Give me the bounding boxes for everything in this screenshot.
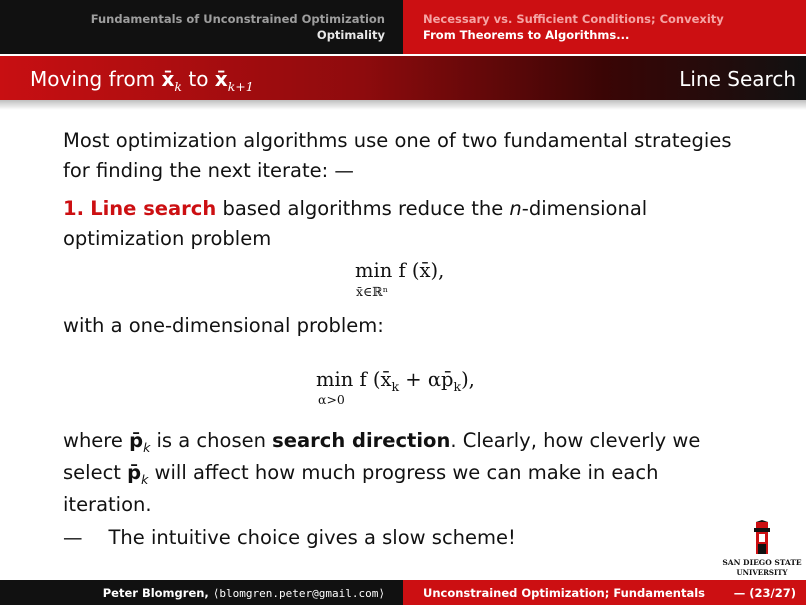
where-k: k: [143, 440, 151, 455]
header-subsection-link-2[interactable]: From Theorems to Algorithms...: [423, 28, 630, 42]
frame-title-prefix: Moving from: [30, 67, 162, 91]
page-number: — (23/27): [733, 586, 796, 600]
frame-title-sub-k1: k+1: [227, 79, 254, 94]
header-subsection-link-1[interactable]: Necessary vs. Sufficient Conditions; Convexity: [423, 12, 724, 26]
equation-1-subscript: x̄∈ℝⁿ: [356, 284, 389, 299]
university-logo: [722, 520, 802, 582]
last-line-text: The intuitive choice gives a slow scheme!: [108, 526, 516, 549]
header-left-panel: [0, 0, 403, 54]
where-d: will affect how much progress we can make in each iteration.: [63, 461, 659, 516]
frame-title-x2: x̄: [214, 67, 228, 91]
title-shadow: [0, 100, 806, 110]
footer-left-panel: [0, 580, 403, 605]
frame-title-mid: to: [182, 67, 215, 91]
dash: —: [63, 526, 83, 549]
footer-title[interactable]: Unconstrained Optimization; Fundamentals: [423, 586, 705, 600]
header-section-title[interactable]: Fundamentals of Unconstrained Optimization: [90, 12, 385, 26]
where-c: . Clearly, how cleverly we select: [63, 429, 701, 484]
last-line: [63, 523, 743, 553]
item-text-a: based algorithms reduce the: [216, 197, 510, 220]
header-subsection-title[interactable]: Optimality: [316, 28, 385, 42]
sdsu-tower-icon: [722, 520, 802, 558]
frame-title-bar: [0, 56, 806, 100]
where-p2: p̄: [127, 461, 142, 484]
frame-title-sub-k: k: [174, 79, 182, 94]
header-right-panel: [403, 0, 806, 54]
frame-section-label: Line Search: [679, 67, 796, 91]
eq2-sub-k2: k: [453, 379, 462, 394]
where-a: where: [63, 429, 130, 452]
equation-2-subscript: α>0: [318, 392, 345, 407]
author-name: Peter Blomgren,: [102, 586, 213, 600]
logo-line1: SAN DIEGO STATE: [722, 558, 802, 567]
frame-title-x: x̄: [161, 67, 175, 91]
where-p: p̄: [129, 429, 144, 452]
search-direction-term: search direction: [272, 429, 451, 452]
intro-paragraph: Most optimization algorithms use one of two fundamental strategies for finding the next iterate: —: [63, 129, 732, 182]
with-paragraph: [63, 311, 743, 341]
footer-author: [103, 586, 385, 600]
item-n: n: [509, 197, 522, 220]
where-b: is a chosen: [150, 429, 273, 452]
with-text: with a one-dimensional problem:: [63, 314, 384, 337]
eq2-end: ),: [461, 368, 475, 391]
footer-right-panel: [403, 580, 806, 605]
where-k2: k: [141, 472, 149, 487]
item-text-b: -dimensional optimization problem: [63, 197, 648, 250]
footer-bar: [0, 580, 806, 605]
frame-title: [30, 67, 254, 94]
author-email[interactable]: ⟨blomgren.peter@gmail.com⟩: [212, 587, 385, 600]
equation-1: min f (x̄),: [355, 259, 445, 282]
logo-line2: UNIVERSITY: [736, 568, 788, 577]
eq2-main: min f (x̄: [316, 368, 392, 391]
where-paragraph: [63, 426, 743, 520]
line-search-term: Line search: [90, 197, 217, 220]
eq2-mid: + αp̄: [399, 368, 454, 391]
line-search-paragraph: [63, 194, 743, 254]
eq2-sub-k: k: [391, 379, 400, 394]
equation-2: [316, 368, 475, 394]
slide-body: [63, 126, 743, 254]
header-bar: [0, 0, 806, 54]
item-number: 1.: [63, 197, 84, 220]
